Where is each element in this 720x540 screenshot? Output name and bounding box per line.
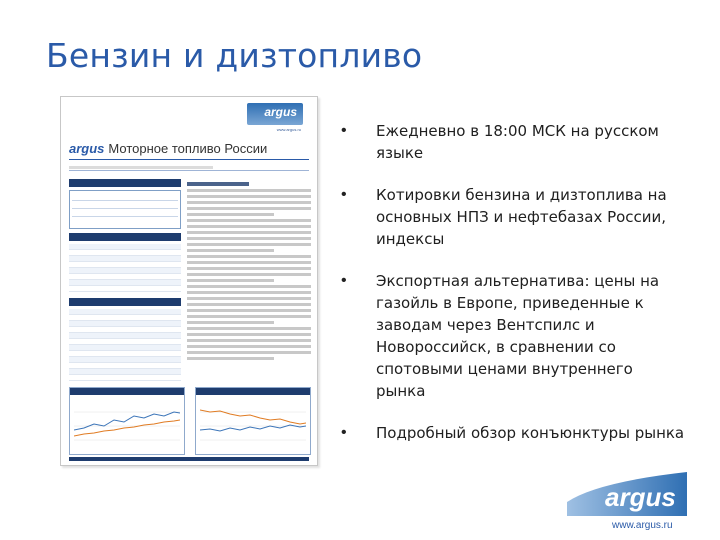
bullet-text: Экспортная альтернатива: цены на газойль в Европе, приведенные к заводам через Вентспилс и Новороссийск, в сравнении со спотовыми ценами внутреннего рынка: [376, 272, 660, 400]
thumbnail-index-head: [69, 233, 181, 241]
bullet-item: [336, 422, 686, 444]
thumbnail-chart-left-svg: [74, 400, 180, 450]
thumbnail-prices-table: [69, 309, 181, 381]
bullet-marker: •: [341, 186, 347, 203]
bullet-marker: •: [341, 272, 347, 289]
thumbnail-subrule: [69, 170, 309, 171]
thumbnail-chart-right-svg: [200, 400, 306, 450]
thumbnail-title-rule: [69, 159, 309, 160]
thumbnail-logo-text: argus: [264, 105, 297, 119]
bullet-item: [336, 120, 686, 164]
thumbnail-title-text: Моторное топливо России: [108, 141, 268, 156]
bullet-text: Подробный обзор конъюнктуры рынка: [376, 424, 685, 442]
thumbnail-logo-url: www.argus.ru: [276, 127, 301, 132]
thumbnail-chart-right: [195, 387, 311, 455]
slide-title: Бензин и дизтопливо: [46, 36, 423, 75]
argus-logo: [567, 472, 687, 516]
report-thumbnail: [60, 96, 318, 466]
bullet-marker: •: [341, 122, 347, 139]
thumbnail-left-column: [69, 179, 181, 387]
bullet-text: Котировки бензина и дизтоплива на основных НПЗ и нефтебазах России, индексы: [376, 186, 667, 248]
bullet-text: Ежедневно в 18:00 МСК на русском языке: [376, 122, 659, 162]
thumbnail-index-table: [69, 244, 181, 292]
thumbnail-prices-head: [69, 298, 181, 306]
argus-logo-text: argus: [605, 482, 676, 512]
thumbnail-footer-bar: [69, 457, 309, 461]
thumbnail-right-column: [187, 179, 311, 363]
bullet-marker: •: [341, 424, 347, 441]
thumbnail-title: [69, 141, 267, 156]
thumbnail-charts: [69, 387, 311, 455]
thumbnail-section-head: [69, 179, 181, 187]
bullet-item: [336, 270, 686, 402]
bullet-item: [336, 184, 686, 250]
argus-url: www.argus.ru: [612, 520, 673, 531]
thumbnail-highlights-box: [69, 190, 181, 229]
thumbnail-chart-left: [69, 387, 185, 455]
bullet-list: [336, 120, 686, 464]
thumbnail-brand: argus: [69, 141, 105, 156]
